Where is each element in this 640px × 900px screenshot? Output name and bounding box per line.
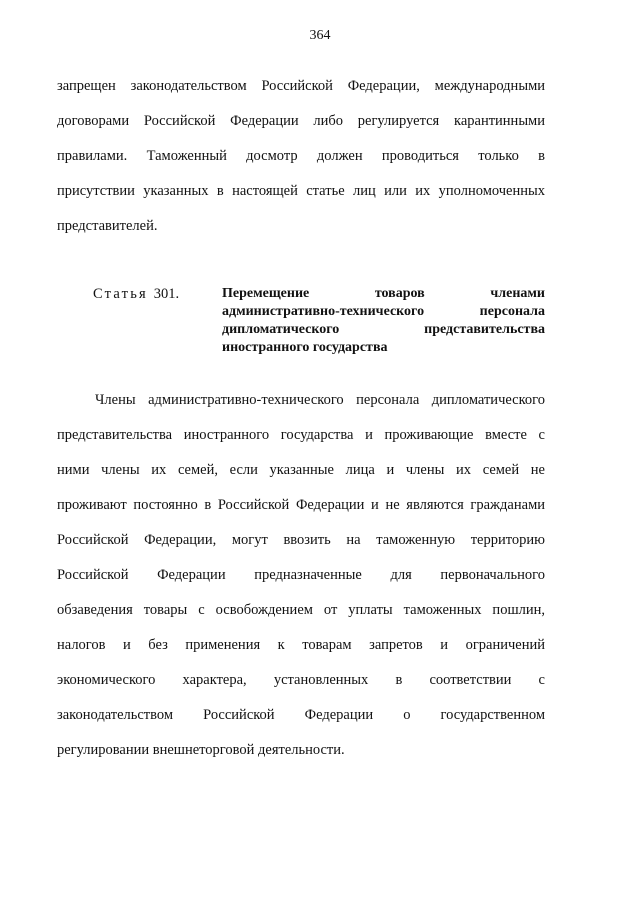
text-line: Российской Федерации, могут ввозить на таможенную территорию [57,532,545,548]
text-line: Российской Федерации предназначенные для первоначального [57,567,545,583]
article-title-line: иностранного государства [222,340,388,355]
text-line: присутствии указанных в настоящей статье лиц или их уполномоченных [57,183,545,199]
page-number: 364 [309,28,331,43]
text-line: представительства иностранного государства и проживающие вместе с [57,427,545,443]
text-line: налогов и без применения к товарам запретов и ограничений [57,637,545,653]
article-title-line: административно-технического персонала [222,304,545,319]
article-label-word: Статья [93,286,148,302]
text-line: обзаведения товары с освобождением от уплаты таможенных пошлин, [57,602,545,618]
text-line: проживают постоянно в Российской Федерации и не являются гражданами [57,497,545,513]
text-line: законодательством Российской Федерации о государственном [57,707,545,723]
article-number: 301. [153,286,180,302]
text-line: ними члены их семей, если указанные лица и члены их семей не [57,462,545,478]
text-line: запрещен законодательством Российской Федерации, международными [57,78,545,94]
text-line: договорами Российской Федерации либо регулируется карантинными [57,113,545,129]
text-line: регулировании внешнеторговой деятельности. [57,742,345,758]
text-line: представителей. [57,218,158,234]
article-label [93,286,179,303]
article-title-line: Перемещение товаров членами [222,286,545,301]
text-line: экономического характера, установленных в соответствии с [57,672,545,688]
text-line: Члены административно-технического персонала дипломатического [95,392,545,408]
article-title-line: дипломатического представительства [222,322,545,337]
text-line: правилами. Таможенный досмотр должен проводиться только в [57,148,545,164]
